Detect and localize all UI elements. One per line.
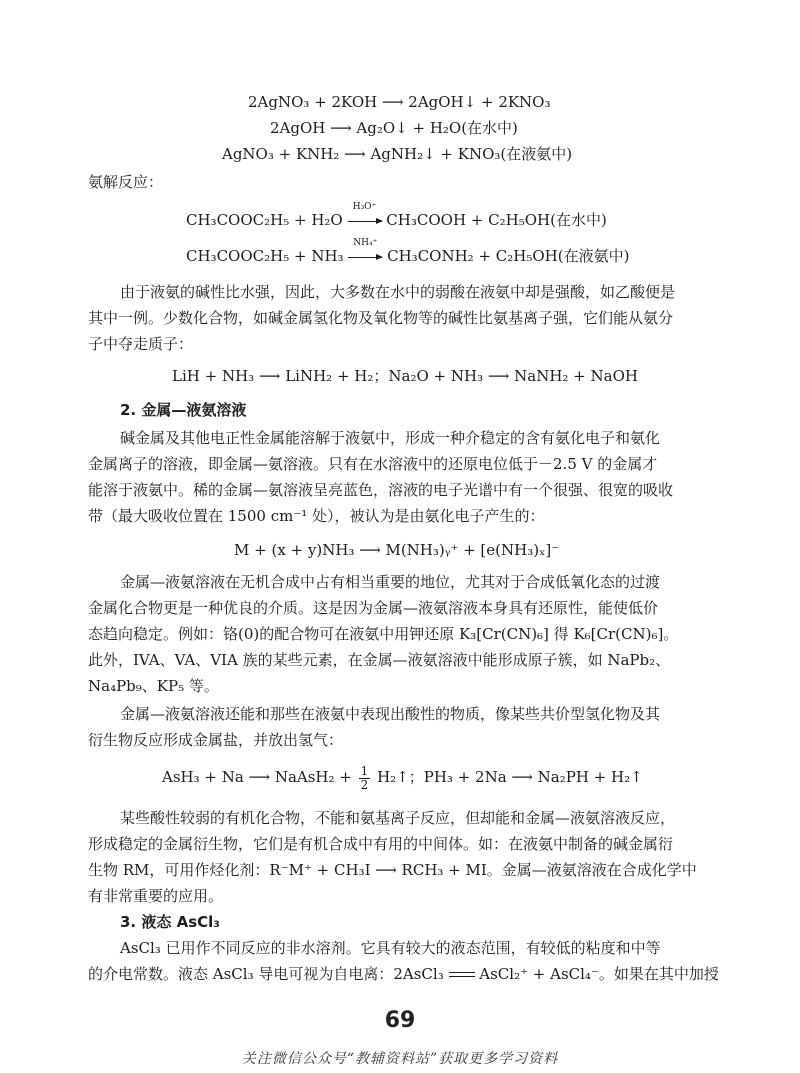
section-heading-metal-ammonia: 2. 金属—液氨溶液 — [120, 401, 247, 419]
section-heading-ascl3: 3. 液态 AsCl₃ — [120, 913, 220, 931]
paragraph-line: 其中一例。少数化合物，如碱金属氢化物及氧化物等的碱性比氨基离子强，它们能从氨分 — [88, 309, 674, 327]
paragraph-line: 碱金属及其他电正性金属能溶解于液氨中，形成一种介稳定的含有氨化电子和氨化 — [120, 429, 661, 447]
paragraph-line: 态趋向稳定。例如：铬(0)的配合物可在液氨中用钾还原 K₃[Cr(CN)₆] 得 K₆[Cr(CN)₆]。 — [88, 625, 679, 643]
hydrolysis-left: CH₃COOC₂H₅ + H₂O — [186, 211, 343, 229]
hydrolysis-right: CH₃COOH + C₂H₅OH(在水中) — [386, 211, 607, 229]
paragraph-line: 有非常重要的应用。 — [88, 887, 224, 905]
equation-arsine-phosphine — [162, 764, 643, 792]
paragraph-line-equilibrium: 的介电常数。液态 AsCl₃ 导电可视为自电离：2AsCl₃ AsCl₂⁺ + AsCl₄⁻。如果在其中加授 — [88, 965, 719, 983]
equation-hydrolysis — [186, 202, 607, 230]
ammonolysis-left: CH₃COOC₂H₅ + NH₃ — [186, 247, 344, 265]
fraction-one-half: $\frac{1}{2}$ — [360, 763, 369, 792]
paragraph-line: AsCl₃ 已用作不同反应的非水溶剂。它具有较大的液态范围，有较低的粘度和中等 — [120, 939, 661, 957]
paragraph-line: 带（最大吸收位置在 1500 cm⁻¹ 处），被认为是由氨化电子产生的： — [88, 507, 545, 525]
equation-hydride-base: LiH + NH₃ ⟶ LiNH₂ + H₂；Na₂O + NH₃ ⟶ NaNH₂ + NaOH — [172, 367, 638, 385]
paragraph-line: 生物 RM，可用作烃化剂：R⁻M⁺ + CH₃I ⟶ RCH₃ + MI。金属—液氨溶液在合成化学中 — [88, 861, 697, 879]
hydrolysis-condition: H₃O⁺ — [352, 202, 377, 212]
paragraph-line: 金属化合物更是一种优良的介质。这是因为金属—液氨溶液本身具有还原性，能使低价 — [88, 599, 659, 617]
paragraph-line: 衍生物反应形成金属盐，并放出氢气： — [88, 731, 344, 749]
paragraph-line: 由于液氨的碱性比水强，因此，大多数在水中的弱酸在液氨中却是强酸，如乙酸便是 — [120, 283, 676, 301]
equilibrium-arrow — [449, 971, 475, 979]
equation-agnh2-formation: AgNO₃ + KNH₂ ⟶ AgNH₂↓ + KNO₃(在液氨中) — [222, 145, 573, 163]
equation-agoh-decomposition: 2AgOH ⟶ Ag₂O↓ + H₂O(在水中) — [270, 119, 518, 137]
paragraph-line: 形成稳定的金属衍生物，它们是有机合成中有用的中间体。如：在液氨中制备的碱金属衍 — [88, 835, 674, 853]
ammonolysis-label: 氨解反应： — [88, 173, 164, 191]
ammonolysis-right: CH₃CONH₂ + C₂H₅OH(在液氨中) — [387, 247, 630, 265]
arsine-right: H₂↑；PH₃ + 2Na ⟶ Na₂PH + H₂↑ — [377, 768, 643, 786]
paragraph-line: 金属—液氨溶液还能和那些在液氨中表现出酸性的物质，像某些共价型氢化物及其 — [120, 705, 661, 723]
equation-ammonolysis — [186, 238, 630, 266]
paragraph-line: 能溶于液氨中。稀的金属—氨溶液呈亮蓝色，溶液的电子光谱中有一个很强、很宽的吸收 — [88, 481, 674, 499]
footer-note: 关注微信公众号“教辅资料站”获取更多学习资料 — [241, 1051, 559, 1067]
paragraph-line: 此外，IVA、VA、VIA 族的某些元素，在金属—液氨溶液中能形成原子簇，如 NaPb₂、 — [88, 651, 671, 669]
equation-agoh-formation: 2AgNO₃ + 2KOH ⟶ 2AgOH↓ + 2KNO₃ — [248, 93, 551, 111]
ammonolysis-condition: NH₄⁺ — [353, 238, 378, 248]
paragraph-line: 金属—液氨溶液在无机合成中占有相当重要的地位，尤其对于合成低氧化态的过渡 — [120, 573, 661, 591]
paragraph-line: 子中夺走质子： — [88, 335, 194, 353]
arsine-left: AsH₃ + Na ⟶ NaAsH₂ + — [162, 768, 352, 786]
reaction-arrow — [348, 238, 382, 266]
page-number: 69 — [384, 1008, 416, 1033]
reaction-arrow — [348, 202, 382, 230]
equation-metal-dissolution: M + (x + y)NH₃ ⟶ M(NH₃)ᵧ⁺ + [e(NH₃)ₓ]⁻ — [234, 541, 560, 559]
paragraph-line: 金属离子的溶液，即金属—氨溶液。只有在水溶液中的还原电位低于－2.5 V 的金属才 — [88, 455, 658, 473]
paragraph-line: 某些酸性较弱的有机化合物，不能和氨基离子反应，但却能和金属—液氨溶液反应， — [120, 809, 676, 827]
paragraph-line: Na₄Pb₉、KP₅ 等。 — [88, 677, 219, 695]
